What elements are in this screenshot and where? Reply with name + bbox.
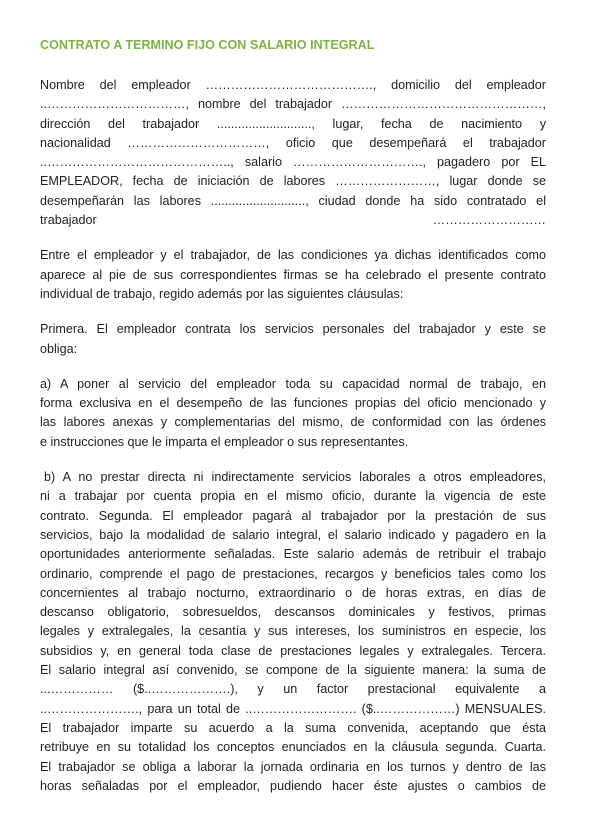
text-line: ni a trabajar por cuenta propia en el mismo oficio, durante la vigencia de este: [40, 489, 546, 504]
text-line: obliga:: [40, 341, 78, 356]
text-line: Nombre del empleador …………………………………., domicilio del empleador: [40, 78, 546, 92]
text-line: Primera. El empleador contrata los servicios personales del trabajador y este se: [40, 322, 546, 337]
text-line: concernientes al trabajo nocturno, extraordinario o de horas extras, en días de: [40, 585, 546, 600]
text-line: El trabajador se obliga a laborar la jornada ordinaria en los turnos y dentro de las: [40, 759, 546, 774]
text-line: contrato. Segunda. El empleador pagará al trabajador por la prestación de sus: [40, 508, 546, 523]
text-fragment: ………………………: [432, 213, 546, 228]
paragraph-clause-b: [40, 468, 546, 796]
text-line: horas señaladas por el empleador, pudiendo hacer éste ajustes o cambios de: [40, 778, 546, 793]
text-line: desempeñarán las labores ..........................., ciudad donde ha sido contratado el: [40, 193, 546, 208]
text-line: dirección del trabajador ..........................., lugar, fecha de nacimiento y: [40, 116, 546, 131]
paragraph-parties: [40, 76, 546, 230]
text-line: descanso obligatorio, sobresueldos, descansos dominicales y festivos, primas: [40, 605, 546, 620]
document-title: CONTRATO A TERMINO FIJO CON SALARIO INTEGRAL: [40, 38, 375, 52]
paragraph-clause-a: [40, 375, 546, 452]
text-line: forma exclusiva en el desempeño de las funciones propias del oficio mencionado y: [40, 396, 546, 411]
text-line: b) A no prestar directa ni indirectamente servicios laborales a otros empleadores,: [44, 470, 546, 485]
text-line: [40, 211, 546, 230]
text-line: ..……………………………, nombre del trabajador …………………………………………,: [40, 97, 546, 112]
text-line: ..…………………., para un total de ..……………………. ($..………………) MENSUALES.: [40, 701, 546, 716]
text-line: ..…………………………………….., salario …………………………., pagadero por EL: [40, 155, 546, 170]
text-line: a) A poner al servicio del empleador toda su capacidad normal de trabajo, en: [40, 376, 546, 391]
text-line: nacionalidad ……………………………, oficio que desempeñará el trabajador: [40, 135, 546, 150]
text-line: retribuye en su totalidad los conceptos enunciados en la cláusula segunda. Cuarta.: [40, 740, 546, 755]
text-line: oportunidades anteriormente señaladas. Este salario además de retribuir el trabajo: [40, 547, 546, 562]
text-line: las labores anexas y complementarias del mismo, de conformidad con las órdenes: [40, 415, 546, 430]
text-line: servicios, bajo la modalidad de salario integral, el salario indicado y pagadero en la: [40, 527, 546, 542]
text-line: EMPLEADOR, fecha de iniciación de labores ……………………, lugar donde se: [40, 174, 546, 189]
paragraph-intro: [40, 246, 546, 304]
text-line: El trabajador imparte su acuerdo a la suma convenida, aceptando que ésta: [40, 720, 546, 735]
text-line: subsidios y, en general toda clase de prestaciones legales y extralegales. Tercera.: [40, 643, 546, 658]
text-line: aparece al pie de sus correspondientes firmas se ha celebrado el presente contrato: [40, 267, 546, 282]
text-line: El salario integral así convenido, se compone de la siguiente manera: la suma de: [40, 663, 546, 678]
text-line: e instrucciones que le imparta el empleador o sus representantes.: [40, 434, 409, 449]
text-line: legales y extralegales, la cesantía y sus intereses, los suministros en especie, los: [40, 624, 546, 639]
text-line: Entre el empleador y el trabajador, de las condiciones ya dichas identificados como: [40, 248, 546, 263]
text-line: individual de trabajo, regido además por las siguientes cláusulas:: [40, 286, 404, 301]
text-line: ordinario, comprende el pago de prestaciones, recargos y beneficios tales como los: [40, 566, 546, 581]
paragraph-clause-primera: [40, 320, 546, 359]
text-line: ...…………… ($..……………….), y un factor prestacional equivalente a: [40, 682, 546, 697]
text-fragment: trabajador: [40, 213, 97, 228]
document-page: [40, 36, 546, 812]
